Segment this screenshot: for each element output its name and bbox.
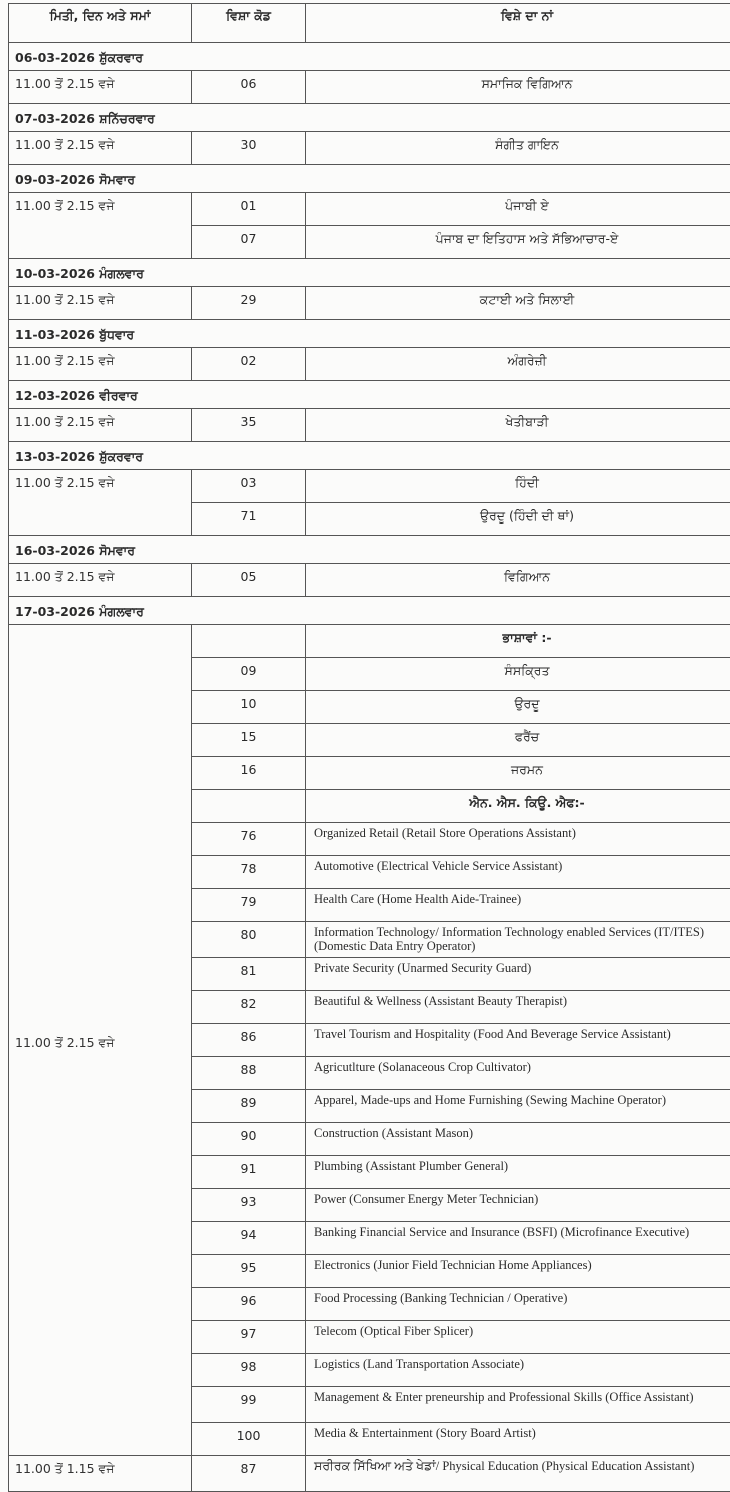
subject-code: 95 bbox=[192, 1255, 306, 1288]
exam-date: 13-03-2026 ਸ਼ੁੱਕਰਵਾਰ bbox=[9, 442, 730, 470]
subject-name: Management & Enter preneurship and Professional Skills (Office Assistant) bbox=[306, 1387, 730, 1423]
subject-code: 80 bbox=[192, 922, 306, 958]
subject-name: Logistics (Land Transportation Associate) bbox=[306, 1354, 730, 1387]
subject-name: ਖੇਤੀਬਾੜੀ bbox=[306, 409, 730, 442]
date-row bbox=[9, 597, 730, 625]
subject-name: Automotive (Electrical Vehicle Service Assistant) bbox=[306, 856, 730, 889]
section-heading-row bbox=[9, 625, 730, 658]
subject-code: 96 bbox=[192, 1288, 306, 1321]
subject-name: Banking Financial Service and Insurance (BSFI) (Microfinance Executive) bbox=[306, 1222, 730, 1255]
exam-date: 09-03-2026 ਸੋਮਵਾਰ bbox=[9, 165, 730, 193]
subject-code: 94 bbox=[192, 1222, 306, 1255]
header-date-day-time: ਮਿਤੀ, ਦਿਨ ਅਤੇ ਸਮਾਂ bbox=[9, 4, 192, 43]
exam-time: 11.00 ਤੋਂ 2.15 ਵਜੇ bbox=[9, 625, 192, 1456]
subject-name: ਕਟਾਈ ਅਤੇ ਸਿਲਾਈ bbox=[306, 287, 730, 320]
subject-name: ਉਰਦੂ bbox=[306, 691, 730, 724]
date-sheet-table bbox=[8, 3, 730, 1492]
table-body bbox=[9, 43, 730, 1492]
subject-code: 98 bbox=[192, 1354, 306, 1387]
subject-name: Construction (Assistant Mason) bbox=[306, 1123, 730, 1156]
subject-name: ਜਰਮਨ bbox=[306, 757, 730, 790]
date-row bbox=[9, 536, 730, 564]
subject-code: 97 bbox=[192, 1321, 306, 1354]
table-header-row bbox=[9, 4, 730, 43]
subject-code: 89 bbox=[192, 1090, 306, 1123]
subject-row bbox=[9, 193, 730, 226]
exam-date: 16-03-2026 ਸੋਮਵਾਰ bbox=[9, 536, 730, 564]
subject-row bbox=[9, 132, 730, 165]
subject-code: 02 bbox=[192, 348, 306, 381]
subject-code: 82 bbox=[192, 991, 306, 1024]
subject-name: Electronics (Junior Field Technician Home Appliances) bbox=[306, 1255, 730, 1288]
subject-name: ਪੰਜਾਬੀ ਏ bbox=[306, 193, 730, 226]
subject-code: 35 bbox=[192, 409, 306, 442]
subject-name: ਹਿੰਦੀ bbox=[306, 470, 730, 503]
exam-date: 11-03-2026 ਬੁੱਧਵਾਰ bbox=[9, 320, 730, 348]
subject-name: ਪੰਜਾਬ ਦਾ ਇਤਿਹਾਸ ਅਤੇ ਸੱਭਿਆਚਾਰ-ਏ bbox=[306, 226, 730, 259]
subject-code: 05 bbox=[192, 564, 306, 597]
exam-time: 11.00 ਤੋਂ 2.15 ਵਜੇ bbox=[9, 193, 192, 259]
section-heading: ਐਨ. ਐਸ. ਕਿਊ. ਐਫ:- bbox=[306, 790, 730, 823]
date-row bbox=[9, 259, 730, 287]
subject-code bbox=[192, 790, 306, 823]
subject-row bbox=[9, 71, 730, 104]
subject-name: ਵਿਗਿਆਨ bbox=[306, 564, 730, 597]
subject-code: 78 bbox=[192, 856, 306, 889]
date-row bbox=[9, 165, 730, 193]
exam-time: 11.00 ਤੋਂ 2.15 ਵਜੇ bbox=[9, 132, 192, 165]
subject-name: Plumbing (Assistant Plumber General) bbox=[306, 1156, 730, 1189]
exam-time: 11.00 ਤੋਂ 2.15 ਵਜੇ bbox=[9, 409, 192, 442]
exam-date: 12-03-2026 ਵੀਰਵਾਰ bbox=[9, 381, 730, 409]
subject-row bbox=[9, 1456, 730, 1492]
subject-row bbox=[9, 564, 730, 597]
subject-name: ਸੰਗੀਤ ਗਾਇਨ bbox=[306, 132, 730, 165]
subject-row bbox=[9, 409, 730, 442]
subject-code: 90 bbox=[192, 1123, 306, 1156]
subject-name: Agricutlture (Solanaceous Crop Cultivator) bbox=[306, 1057, 730, 1090]
subject-row bbox=[9, 287, 730, 320]
subject-code: 99 bbox=[192, 1387, 306, 1423]
subject-code: 07 bbox=[192, 226, 306, 259]
subject-code: 29 bbox=[192, 287, 306, 320]
exam-date: 10-03-2026 ਮੰਗਲਵਾਰ bbox=[9, 259, 730, 287]
subject-row bbox=[9, 348, 730, 381]
subject-code: 71 bbox=[192, 503, 306, 536]
subject-code: 87 bbox=[192, 1456, 306, 1492]
subject-code: 30 bbox=[192, 132, 306, 165]
subject-code: 09 bbox=[192, 658, 306, 691]
date-row bbox=[9, 320, 730, 348]
exam-time: 11.00 ਤੋਂ 2.15 ਵਜੇ bbox=[9, 348, 192, 381]
subject-code: 03 bbox=[192, 470, 306, 503]
subject-name: ਫਰੈਂਚ bbox=[306, 724, 730, 757]
subject-name: Media & Entertainment (Story Board Artist) bbox=[306, 1423, 730, 1456]
subject-code: 79 bbox=[192, 889, 306, 922]
subject-code: 15 bbox=[192, 724, 306, 757]
subject-name: Apparel, Made-ups and Home Furnishing (Sewing Machine Operator) bbox=[306, 1090, 730, 1123]
subject-row bbox=[9, 470, 730, 503]
subject-code bbox=[192, 625, 306, 658]
subject-code: 81 bbox=[192, 958, 306, 991]
subject-name: ਸਮਾਜਿਕ ਵਿਗਿਆਨ bbox=[306, 71, 730, 104]
exam-time: 11.00 ਤੋਂ 2.15 ਵਜੇ bbox=[9, 564, 192, 597]
header-subject-name: ਵਿਸ਼ੇ ਦਾ ਨਾਂ bbox=[306, 4, 730, 43]
subject-name: ਉਰਦੂ (ਹਿੰਦੀ ਦੀ ਥਾਂ) bbox=[306, 503, 730, 536]
exam-date: 06-03-2026 ਸ਼ੁੱਕਰਵਾਰ bbox=[9, 43, 730, 71]
subject-name: Telecom (Optical Fiber Splicer) bbox=[306, 1321, 730, 1354]
subject-name: Power (Consumer Energy Meter Technician) bbox=[306, 1189, 730, 1222]
subject-code: 01 bbox=[192, 193, 306, 226]
section-heading: ਭਾਸ਼ਾਵਾਂ :- bbox=[306, 625, 730, 658]
subject-code: 10 bbox=[192, 691, 306, 724]
subject-name: Information Technology/ Information Technology enabled Services (IT/ITES) (Domestic Data Entry Operator) bbox=[306, 922, 730, 958]
subject-name: Beautiful & Wellness (Assistant Beauty Therapist) bbox=[306, 991, 730, 1024]
subject-code: 76 bbox=[192, 823, 306, 856]
exam-time: 11.00 ਤੋਂ 2.15 ਵਜੇ bbox=[9, 470, 192, 536]
subject-code: 100 bbox=[192, 1423, 306, 1456]
exam-date: 17-03-2026 ਮੰਗਲਵਾਰ bbox=[9, 597, 730, 625]
subject-code: 93 bbox=[192, 1189, 306, 1222]
subject-code: 86 bbox=[192, 1024, 306, 1057]
subject-name: ਸੰਸਕ੍ਰਿਤ bbox=[306, 658, 730, 691]
subject-name: Health Care (Home Health Aide-Trainee) bbox=[306, 889, 730, 922]
subject-name: Food Processing (Banking Technician / Operative) bbox=[306, 1288, 730, 1321]
subject-name: Private Security (Unarmed Security Guard) bbox=[306, 958, 730, 991]
header-subject-code: ਵਿਸ਼ਾ ਕੋਡ bbox=[192, 4, 306, 43]
subject-code: 16 bbox=[192, 757, 306, 790]
exam-time: 11.00 ਤੋਂ 1.15 ਵਜੇ bbox=[9, 1456, 192, 1492]
subject-name: Organized Retail (Retail Store Operations Assistant) bbox=[306, 823, 730, 856]
subject-name: ਅੰਗਰੇਜ਼ੀ bbox=[306, 348, 730, 381]
date-row bbox=[9, 43, 730, 71]
subject-code: 91 bbox=[192, 1156, 306, 1189]
date-row bbox=[9, 381, 730, 409]
subject-name: ਸਰੀਰਕ ਸਿੱਖਿਆ ਅਤੇ ਖੇਡਾਂ/ Physical Education (Physical Education Assistant) bbox=[306, 1456, 730, 1492]
exam-time: 11.00 ਤੋਂ 2.15 ਵਜੇ bbox=[9, 71, 192, 104]
subject-name: Travel Tourism and Hospitality (Food And Beverage Service Assistant) bbox=[306, 1024, 730, 1057]
exam-date: 07-03-2026 ਸ਼ਨਿੱਚਰਵਾਰ bbox=[9, 104, 730, 132]
subject-code: 06 bbox=[192, 71, 306, 104]
subject-code: 88 bbox=[192, 1057, 306, 1090]
exam-time: 11.00 ਤੋਂ 2.15 ਵਜੇ bbox=[9, 287, 192, 320]
date-row bbox=[9, 104, 730, 132]
date-row bbox=[9, 442, 730, 470]
